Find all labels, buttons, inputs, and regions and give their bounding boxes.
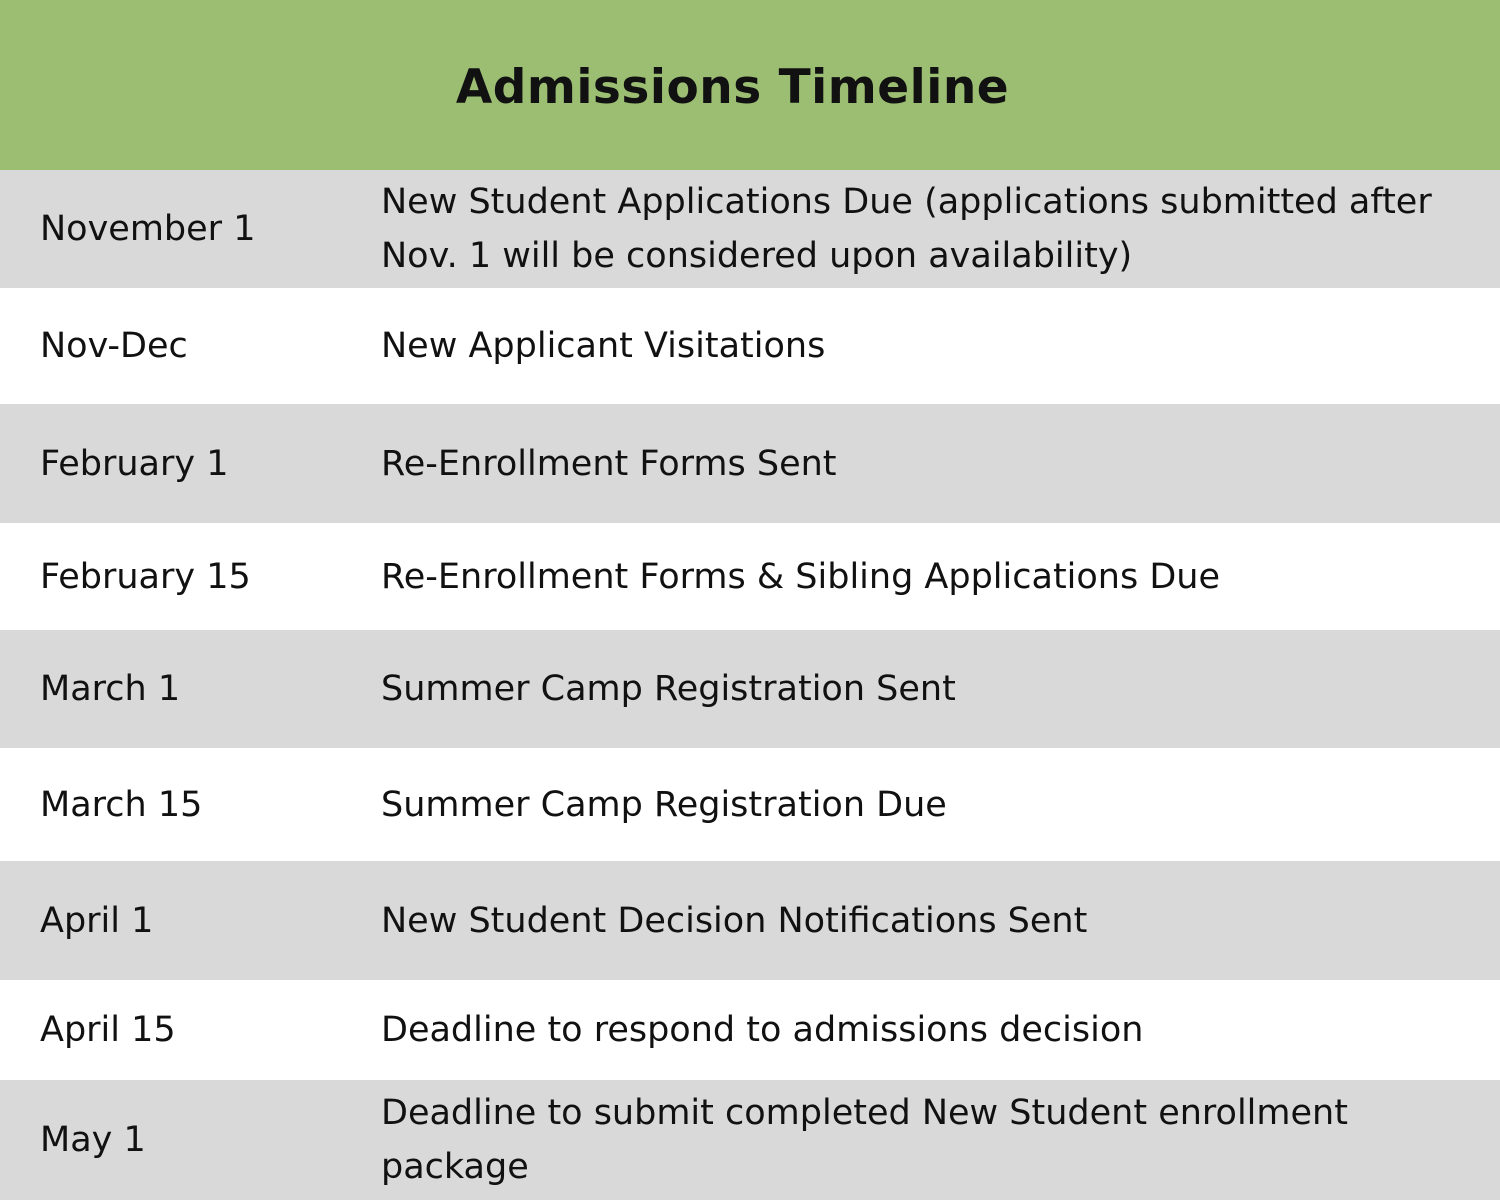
row-date: Nov-Dec: [40, 326, 188, 366]
table-row: [0, 404, 1500, 523]
table-row: [0, 980, 1500, 1080]
row-event: New Applicant Visitations: [381, 326, 826, 366]
row-date: April 15: [40, 1010, 176, 1050]
table-row: [0, 523, 1500, 630]
table-row: [0, 288, 1500, 404]
row-date: February 15: [40, 556, 251, 597]
table-row: [0, 170, 1500, 288]
row-event: Deadline to respond to admissions decision: [381, 1010, 1144, 1050]
row-date: April 1: [40, 900, 154, 941]
row-date: March 15: [40, 784, 203, 825]
row-event: Re-Enrollment Forms Sent: [381, 443, 837, 484]
row-event: Summer Camp Registration Due: [381, 784, 947, 825]
row-date: November 1: [40, 209, 256, 249]
timeline-table: [0, 170, 1500, 1200]
table-row: [0, 861, 1500, 980]
table-row: [0, 630, 1500, 748]
row-event: Re-Enrollment Forms & Sibling Applications Due: [381, 556, 1221, 597]
row-event: New Student Decision Notifications Sent: [381, 900, 1088, 941]
row-event: Deadline to submit completed New Student enrollment package: [381, 1093, 1348, 1187]
row-date: March 1: [40, 669, 181, 709]
table-row: [0, 1080, 1500, 1200]
row-event: Summer Camp Registration Sent: [381, 669, 956, 709]
row-date: May 1: [40, 1120, 146, 1160]
title-banner: [0, 0, 1500, 170]
row-event: New Student Applications Due (applications submitted after Nov. 1 will be considered upon availability): [381, 182, 1432, 276]
page-title: Admissions Timeline: [455, 59, 1010, 115]
table-row: [0, 748, 1500, 861]
row-date: February 1: [40, 443, 229, 484]
